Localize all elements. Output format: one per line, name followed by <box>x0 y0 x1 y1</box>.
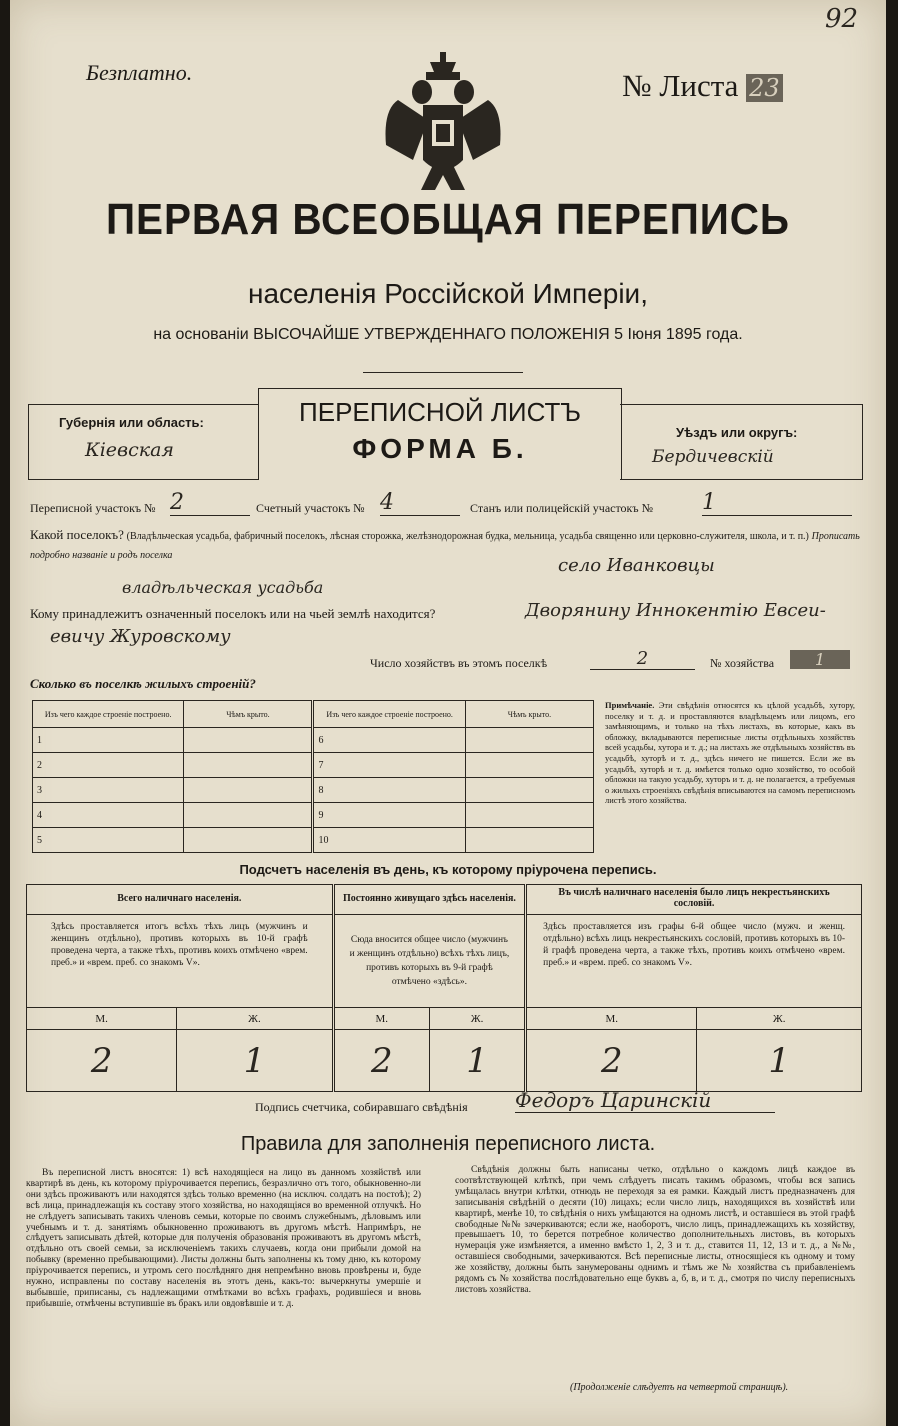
rules-right-column: Свѣдѣнія должны быть написаны четко, отдѣльно о каждомъ лицѣ каждое въ соотвѣтствующей клѣткѣ, при чемъ слѣдуетъ писать такимъ образомъ, чтобы вся запись умѣщалась внутри клѣтки, отнюдь не переходя за ея рамки. Каждый листъ предназначенъ для записыванія свѣдѣній о десяти (10) лицахъ; если число лицъ, находящихся въ хозяйствѣ или квартирѣ, менѣе 10, то свѣдѣнія о нихъ умѣщаются на одномъ листѣ, и оставшіеся въ этой графѣ свободные №№ зачеркиваются; если же, наоборотъ, число лицъ, принадлежащихъ къ хозяйству, превышаетъ 10, то берется потребное количество дополнительныхъ листовъ, въ которыхъ нумерація уже измѣняется, а именно вмѣсто 1, 2, 3 и т. д., ставится 11, 12, 13 и т. д., а №№, оставшіеся свободными, зачеркиваются. Всѣ переписные листы, относящіеся къ одному и тому же хозяйству, должны быть занумерованы однимъ и тѣмъ же № хозяйства съ прибавленіемъ рядомъ съ № хозяйства послѣдовательно еще буквъ а, б, в, и т. д., смотря по числу переписныхъ листовъ хозяйства. <box>455 1165 855 1295</box>
poselok-value: село Иванковцы <box>558 555 715 576</box>
rules-left-column: Въ переписной листъ вносятся: 1) всѣ находящіеся на лицо въ данномъ хозяйствѣ или квартирѣ въ день, къ которому пріурочивается перепись, безразлично отъ того, обыкновенно-ли они здѣсь проживаютъ или находятся здѣсь только временно (на исключ. солдатъ на постоѣ); 2) всѣ лица, принадлежащія къ составу этого хозяйства, но находящіяся во временной отлучкѣ. Но не слѣдуетъ записывать такихъ членовъ семьи, которые по своимъ служебнымъ, дѣловымъ или учебнымъ и т. д. занятіямъ обыкновенно проживаютъ въ другомъ мѣстѣ. Напримѣръ, не слѣдуетъ записывать дѣтей, которые для полученія образованія проживаютъ въ другомъ мѣстѣ, отдѣльно отъ своей семьи, за исключеніемъ такихъ случаевъ, когда они прибыли домой на побывку (временно пребывающими). Листы должны быть заполнены къ тому дню, къ которому пріурочивается перепись, и утромъ сего послѣдняго дня непремѣнно вновь провѣрены и, буде нужно, исправлены по составу населенія въ этотъ день, какъ-то: вычеркнуты умершіе и выбывшіе, приписаны, съ надлежащими отмѣтками во всѣхъ графахъ, родившіеся и вновь прибывшіе, отмѣчены вступившіе въ бракъ или овдовѣвшіе и т. д. <box>26 1168 421 1309</box>
owner-value-line2: евичу Журовскому <box>50 626 231 647</box>
note-head: Примѣчаніе. <box>605 700 655 710</box>
rules-title: Правила для заполненія переписного листа. <box>240 1133 656 1155</box>
build-row: 8 <box>313 778 465 803</box>
buildings-note <box>605 700 855 806</box>
main-title: ПЕРВАЯ ВСЕОБЩАЯ ПЕРЕПИСЬ <box>106 195 790 244</box>
col3-m-label: М. <box>526 1008 697 1030</box>
note-text: Эти свѣдѣнія относятся къ цѣлой усадьбѣ, хутору, поселку и т. д. и проставляются владѣльцемъ или лицомъ, его замѣняющимъ, и только на тѣхъ листахъ, въ которые, какъ въ обложку, вкладываются переписные листы отдѣльныхъ хозяйствъ всей усадьбы, хутора и т. д.; на листахъ же отдѣльныхъ хозяйствъ въ усадьбѣ, хуторѣ и т. д., здѣсь ничего не пишется. Если же въ усадьбѣ, хуторѣ и т. д. имѣется только одно хозяйство, то особой обложки на такую усадьбу, хуторъ и т. д. не полагается, а требуемыя о жилыхъ строеніяхъ свѣдѣнія вписываются на самомъ переписномъ листѣ этого хозяйства. <box>605 700 856 806</box>
build-col-roof-2: Чѣмъ крыто. <box>465 701 593 728</box>
signature-value: Федоръ Царинскій <box>515 1088 775 1113</box>
sheet-no-label: № Листа <box>622 68 739 103</box>
divider <box>363 372 523 373</box>
col1-head: Всего наличнаго населенія. <box>27 885 334 915</box>
poselok-hint2: Прописать подробно названіе и родъ поселка <box>30 531 860 561</box>
build-row: 2 <box>33 753 184 778</box>
stan-label: Станъ или полицейскій участокъ № <box>470 501 654 515</box>
build-col-roof: Чѣмъ крыто. <box>184 701 313 728</box>
poselok-label: Какой поселокъ? <box>30 527 124 542</box>
household-no-value: 1 <box>790 650 850 669</box>
build-row: 6 <box>313 728 465 753</box>
col2-f-label: Ж. <box>429 1008 525 1030</box>
count-cell: 1 <box>429 1030 525 1092</box>
stan-value: 1 <box>702 490 852 516</box>
continued-note: (Продолженіе слѣдуетъ на четвертой страницѣ). <box>570 1382 789 1393</box>
signature-label: Подпись счетчика, собиравшаго свѣдѣнія <box>255 1100 468 1114</box>
col2-m-label: М. <box>333 1008 429 1030</box>
sheet-no <box>622 68 783 104</box>
form-title-box <box>258 388 622 479</box>
col3-head: Въ числѣ наличнаго населенія было лицъ некрестьянскихъ сословій. <box>526 885 862 915</box>
households-value: 2 <box>590 648 695 670</box>
schet-uchastok-value: 4 <box>380 490 460 516</box>
gubernia-box <box>28 404 259 480</box>
form-title: ПЕРЕПИСНОЙ ЛИСТЪ <box>299 397 581 427</box>
gubernia-value: Кіевская <box>85 439 174 461</box>
count-cell: 1 <box>177 1030 333 1092</box>
col2-text: Сюда вносится общее число (мужчинъ и женщинъ отдѣльно) всѣхъ тѣхъ лицъ, противъ которыхъ въ 9-й графѣ отмѣчено «здѣсь». <box>333 915 525 1008</box>
page-number: 92 <box>825 4 859 34</box>
uezd-label: Уѣздъ или округъ: <box>676 425 798 440</box>
uezd-value: Бердичевскій <box>652 447 774 467</box>
buildings-table <box>32 700 594 853</box>
count-title: Подсчетъ населенія въ день, къ которому пріурочена перепись. <box>239 862 657 877</box>
form-subtitle: ФОРМА Б. <box>352 433 528 464</box>
perepis-uchastok-value: 2 <box>170 490 250 516</box>
owner-label: Кому принадлежитъ означенный поселокъ или на чьей землѣ находится? <box>30 606 436 621</box>
poselok-hint: (Владѣльческая усадьба, фабричный поселокъ, лѣсная сторожка, желѣзнодорожная будка, мельница, усадьба священно или церковно-служителя, школа, и т. п.) <box>126 531 809 542</box>
household-no-label: № хозяйства <box>710 656 775 670</box>
gubernia-label: Губернія или область: <box>59 415 204 430</box>
poselok-value-line2: владѣльческая усадьба <box>122 578 324 597</box>
population-table <box>26 884 862 1092</box>
buildings-label: Сколько въ поселкѣ жилыхъ строеній? <box>30 676 256 691</box>
owner-value: Дворянину Иннокентію Евсеи- <box>525 600 826 621</box>
build-row: 5 <box>33 828 184 853</box>
sheet-no-value: 23 <box>746 74 783 102</box>
double-headed-eagle-emblem <box>378 50 508 200</box>
build-col-material-2: Изъ чего каждое строеніе построено. <box>313 701 465 728</box>
count-cell: 2 <box>27 1030 177 1092</box>
build-row: 7 <box>313 753 465 778</box>
build-row: 9 <box>313 803 465 828</box>
count-cell: 2 <box>526 1030 697 1092</box>
col1-m-label: М. <box>27 1008 177 1030</box>
build-row: 10 <box>313 828 465 853</box>
col3-f-label: Ж. <box>697 1008 862 1030</box>
census-sheet <box>10 0 886 1426</box>
households-label: Число хозяйствъ въ этомъ поселкѣ <box>370 656 548 670</box>
count-cell: 2 <box>333 1030 429 1092</box>
build-col-material: Изъ чего каждое строеніе построено. <box>33 701 184 728</box>
build-row: 4 <box>33 803 184 828</box>
schet-uchastok-label: Счетный участокъ № <box>256 501 365 515</box>
build-row: 3 <box>33 778 184 803</box>
col2-head: Постоянно живущаго здѣсь населенія. <box>333 885 525 915</box>
col1-text: Здѣсь проставляется итогъ всѣхъ тѣхъ лицъ (мужчинъ и женщинъ отдѣльно), противъ которыхъ въ 10-й графѣ проведена черта, а также тѣхъ, противъ коихъ отмѣчено «врем. преб.» и «врем. преб. со знакомъ V». <box>27 915 334 1008</box>
count-cell: 1 <box>697 1030 862 1092</box>
uezd-box <box>620 404 863 480</box>
poselok-question <box>30 526 860 565</box>
perepis-uchastok-label: Переписной участокъ № <box>30 501 156 515</box>
build-row: 1 <box>33 728 184 753</box>
subtitle-decree: на основаніи ВЫСОЧАЙШЕ УТВЕРЖДЕННАГО ПОЛОЖЕНІЯ 5 Іюня 1895 года. <box>153 326 743 343</box>
free-label: Безплатно. <box>86 60 193 85</box>
col3-text: Здѣсь проставляется изъ графы 6-й общее число (мужч. и женщ. отдѣльно) всѣхъ лицъ некрестьянскихъ сословій, противъ которыхъ въ 10-й графѣ проведена черта, а также тѣхъ, противъ коихъ отмѣчено «врем. преб.» и «врем. преб. со знакомъ V». <box>526 915 862 1008</box>
subtitle: населенія Россійской Имперіи, <box>248 278 648 309</box>
col1-f-label: Ж. <box>177 1008 333 1030</box>
